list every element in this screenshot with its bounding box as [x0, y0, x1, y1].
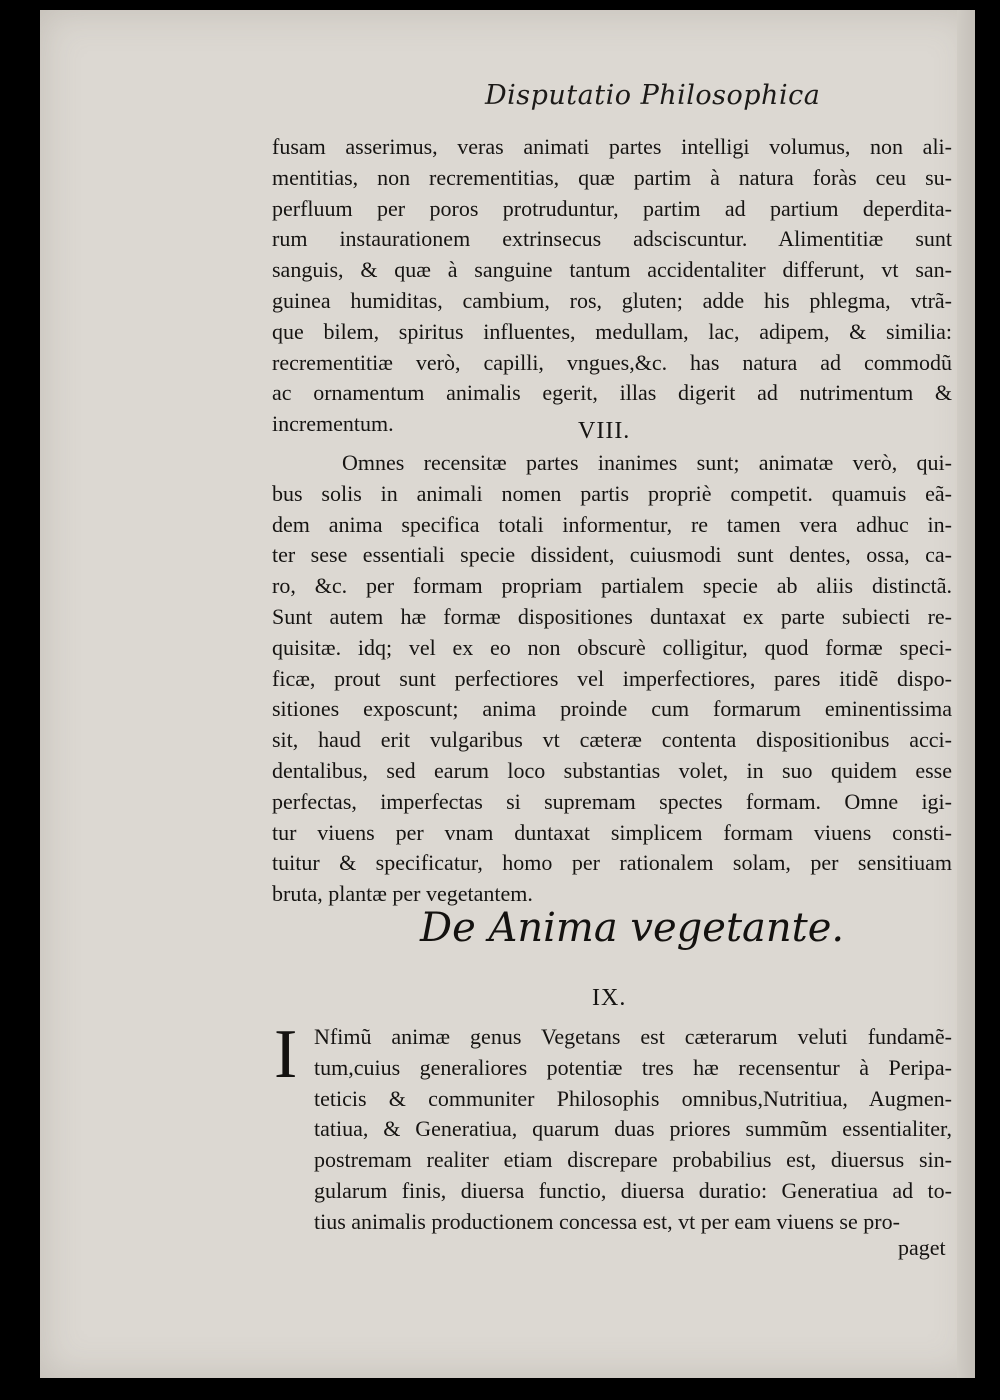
text-line: quisitæ. idq; vel ex eo non obscurè colligitur, quod formæ speci- [272, 634, 952, 660]
text-line: guinea humiditas, cambium, ros, gluten; adde his phlegma, vtrã- [272, 287, 952, 313]
paragraph-9 [314, 1022, 952, 1238]
text-line: sit, haud erit vulgaribus vt cæteræ contenta dispositionibus acci- [272, 727, 952, 753]
paragraph-8 [272, 448, 952, 910]
text-line: bus solis in animali nomen partis propriè competit. quamuis eã- [272, 480, 952, 506]
text-line: que bilem, spiritus influentes, medullam, lac, adipem, & similia: [272, 318, 952, 344]
text-line: postremam realiter etiam discrepare probabilius est, diuersus sin- [314, 1147, 952, 1173]
page-edge [957, 10, 975, 1378]
text-line: ro, &c. per formam propriam partialem specie ab aliis distinctã. [272, 573, 952, 599]
text-line: incrementum. [272, 411, 394, 437]
text-line: ficæ, prout sunt perfectiores vel imperfectiores, pares itidẽ dispo- [272, 665, 952, 691]
text-line: tius animalis productionem concessa est, vt per eam viuens se pro- [314, 1208, 900, 1234]
text-line: bruta, plantæ per vegetantem. [272, 881, 533, 907]
text-line: dem anima specifica totali informentur, re tamen vera adhuc in- [272, 511, 952, 537]
text-line: gularum finis, diuersa functio, diuersa duratio: Generatiua ad to- [314, 1177, 952, 1203]
text-line: perfectas, imperfectas si supremam spectes formam. Omne igi- [272, 788, 952, 814]
text-line: mentitias, non recrementitias, quæ partim à natura foràs ceu su- [272, 164, 952, 190]
section-number-viii: VIII. [578, 418, 631, 444]
text-line: tuitur & specificatur, homo per rationalem solam, per sensitiuam [272, 850, 952, 876]
drop-cap: I [274, 1016, 298, 1093]
text-line: ter sese essentiali specie dissident, cuiusmodi sunt dentes, ossa, ca- [272, 542, 952, 568]
text-line: dentalibus, sed earum loco substantias volet, in suo quidem esse [272, 757, 952, 783]
section-number-ix: IX. [592, 985, 627, 1011]
section-title: De Anima vegetante. [420, 905, 845, 951]
text-line: sanguis, & quæ à sanguine tantum accidentaliter differunt, vt san- [272, 257, 952, 283]
text-line: tur viuens per vnam duntaxat simplicem formam viuens consti- [272, 819, 952, 845]
paragraph-7-continuation [272, 132, 952, 440]
text-line: Omnes recensitæ partes inanimes sunt; animatæ verò, qui- [342, 450, 952, 475]
text-line: teticis & communiter Philosophis omnibus,Nutritiua, Augmen- [314, 1085, 952, 1111]
text-line: tum,cuius generaliores potentiæ tres hæ recensentur à Peripa- [314, 1054, 952, 1080]
text-line: Nfimũ animæ genus Vegetans est cæterarum veluti fundamẽ- [314, 1024, 952, 1049]
text-line: fusam asserimus, veras animati partes intelligi volumus, non ali- [272, 134, 952, 159]
text-line: sitiones exposcunt; anima proinde cum formarum eminentissima [272, 696, 952, 722]
text-line: perfluum per poros protruduntur, partim ad partium deperdita- [272, 195, 952, 221]
text-line: recrementitiæ verò, capilli, vngues,&c. has natura ad commodũ [272, 349, 952, 375]
catchword: paget [898, 1235, 946, 1260]
text-line: rum instaurationem extrinsecus adsciscuntur. Alimentitiæ sunt [272, 226, 952, 252]
running-head: Disputatio Philosophica [485, 80, 821, 111]
text-line: Sunt autem hæ formæ dispositiones duntaxat ex parte subiecti re- [272, 603, 952, 629]
text-line: tatiua, & Generatiua, quarum duas priores summũm essentialiter, [314, 1116, 952, 1142]
text-line: ac ornamentum animalis egerit, illas digerit ad nutrimentum & [272, 380, 952, 406]
